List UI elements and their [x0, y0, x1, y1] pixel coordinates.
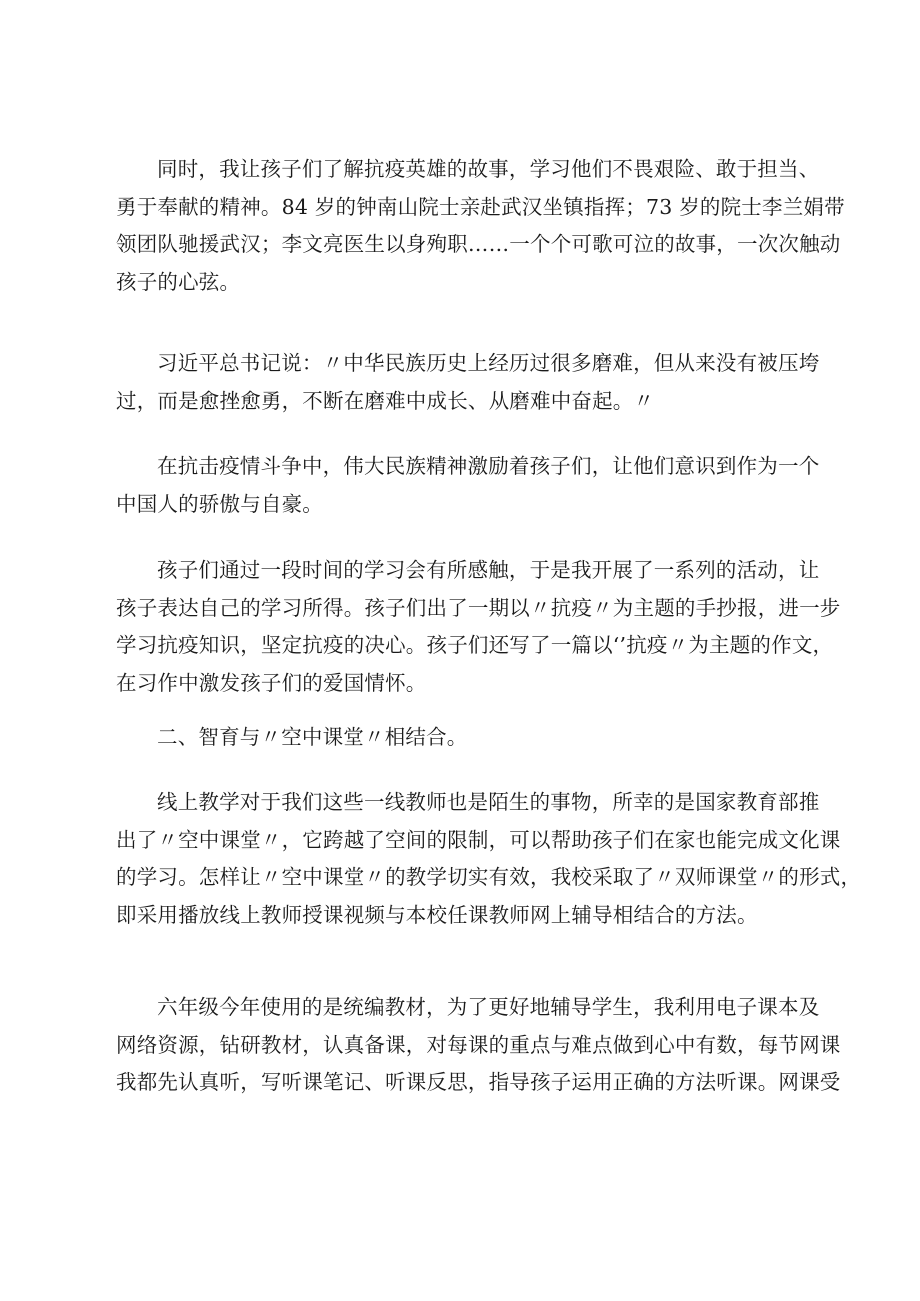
paragraph-line: 出了〃空中课堂〃，它跨越了空间的限制，可以帮助孩子们在家也能完成文化课 [116, 827, 841, 852]
paragraph-line: 孩子们通过一段时间的学习会有所感触，于是我开展了一系列的活动，让 [157, 558, 820, 582]
paragraph-line: 孩子表达自己的学习所得。孩子们出了一期以〃抗疫〃为主题的手抄报，进一步 [116, 595, 841, 620]
paragraph-line: 在习作中激发孩子们的爱国情怀。 [116, 670, 427, 695]
paragraph-national-spirit [116, 448, 820, 523]
paragraph-line: 孩子的心弦。 [116, 269, 241, 294]
paragraph-line: 领团队驰援武汉；李文亮医生以身殉职……一个个可歌可泣的故事，一次次触动 [116, 232, 841, 256]
paragraph-line: 的学习。怎样让〃空中课堂〃的教学切实有效，我校采取了〃双师课堂〃的形式， [116, 865, 862, 889]
paragraph-line: 勇于奉献的精神。84 岁的钟南山院士亲赴武汉坐镇指挥；73 岁的院士李兰娟带 [116, 194, 845, 219]
paragraph-quote [116, 345, 820, 420]
paragraph-line: 线上教学对于我们这些一线教师也是陌生的事物，所幸的是国家教育部推 [157, 790, 820, 814]
paragraph-line: 我都先认真听，写听课笔记、听课反思，指导孩子运用正确的方法听课。网课受 [116, 1070, 841, 1094]
paragraph-line: 习近平总书记说：〃中华民族历史上经历过很多磨难，但从来没有被压垮 [157, 351, 820, 375]
paragraph-line: 同时，我让孩子们了解抗疫英雄的故事，学习他们不畏艰险、敢于担当、 [157, 157, 820, 181]
paragraph-activities [116, 552, 841, 702]
paragraph-line: 在抗击疫情斗争中，伟大民族精神激励着孩子们，让他们意识到作为一个 [157, 454, 820, 478]
paragraph-online-teaching [116, 784, 862, 934]
paragraph-line: 即采用播放线上教师授课视频与本校任课教师网上辅导相结合的方法。 [116, 902, 758, 927]
heading-line: 二、智育与〃空中课堂〃相结合。 [157, 725, 468, 749]
paragraph-hero-stories [116, 151, 845, 301]
paragraph-line: 六年级今年使用的是统编教材，为了更好地辅导学生，我利用电子课本及 [157, 995, 820, 1019]
paragraph-grade-six [116, 989, 841, 1102]
paragraph-line: 过，而是愈挫愈勇，不断在磨难中成长、从磨难中奋起。〃 [116, 388, 655, 413]
section-heading [116, 719, 812, 757]
paragraph-line: 学习抗疫知识，坚定抗疫的决心。孩子们还写了一篇以‘’抗疫〃为主题的作文， [116, 633, 834, 657]
paragraph-line: 中国人的骄傲与自豪。 [116, 491, 323, 516]
paragraph-line: 网络资源，钻研教材，认真备课，对每课的重点与难点做到心中有数，每节网课 [116, 1032, 841, 1057]
